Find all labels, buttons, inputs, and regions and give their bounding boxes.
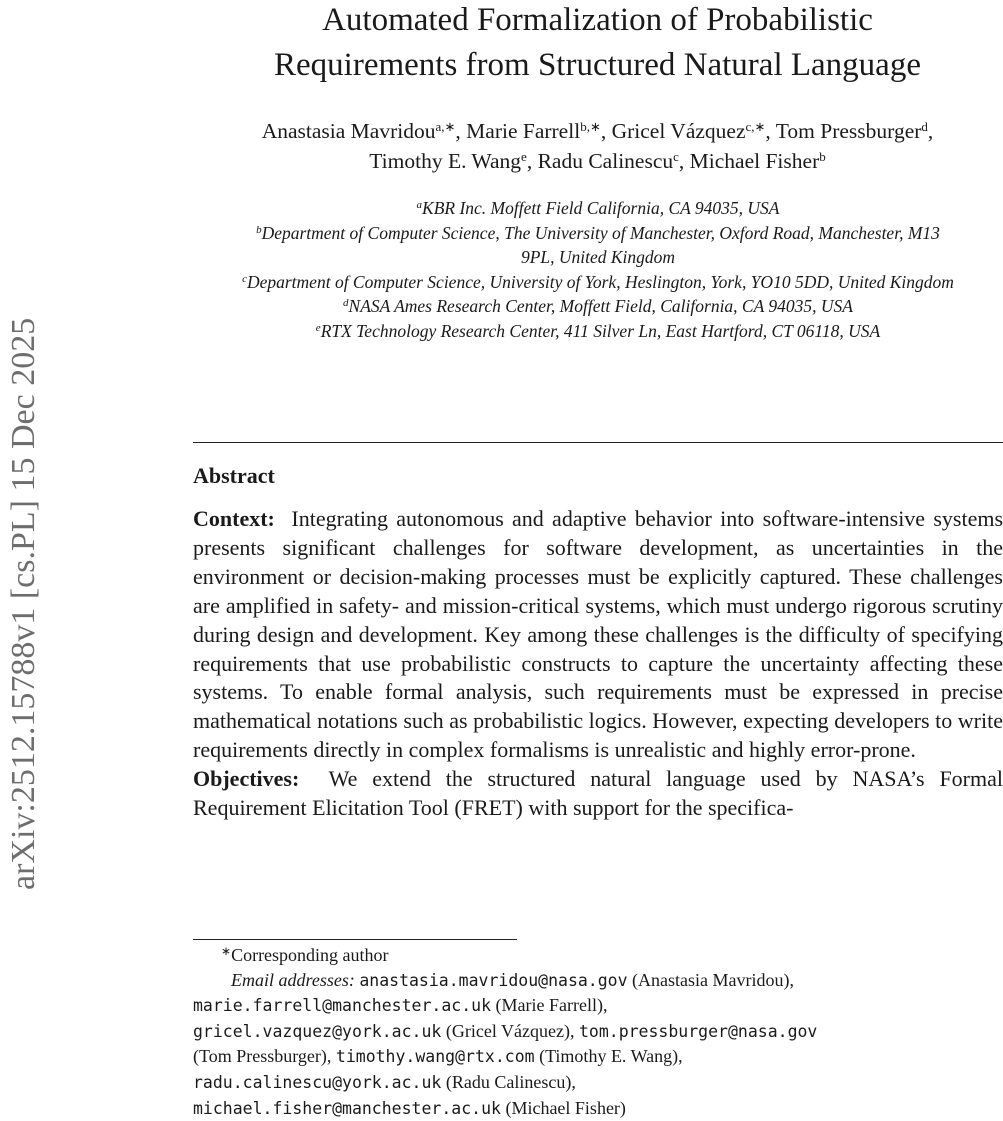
- author-list: [225, 116, 970, 176]
- corresponding-author-note: ∗Corresponding author: [221, 944, 389, 965]
- footnote-rule: [193, 939, 517, 940]
- arxiv-identifier: arXiv:2512.15788v1 [cs.PL] 15 Dec 2025: [5, 317, 42, 890]
- author: Radu Calinescu$^c$,: [537, 149, 690, 173]
- author: Michael Fisher$^b$: [689, 149, 826, 173]
- abstract-objectives: [193, 765, 1003, 823]
- email-link[interactable]: michael.fisher@manchester.ac.uk: [193, 1098, 501, 1118]
- email-label: Email addresses:: [231, 969, 355, 990]
- affiliation: $^a$KBR Inc. Moffett Field California, CA 94035, USA: [416, 198, 780, 218]
- abstract-body: [193, 505, 1003, 823]
- title-line-2: Requirements from Structured Natural Language: [274, 47, 921, 83]
- author: Marie Farrell$^{b,∗}$,: [466, 119, 612, 143]
- objectives-text: We extend the structured natural language used by NASA’s Formal Requirement Elicitation Tool (FRET) with support for the specifica-: [193, 766, 1003, 821]
- context-text: Integrating autonomous and adaptive behavior into software-intensive systems presents significant challenges for software development, as uncertainties in the environment or decision-making processes must be explicitly captured. These challenges are amplified in safety- and mission-critical systems, which must undergo rigorous scrutiny during design and development. Key among these challenges is the difficulty of specifying requirements that use probabilistic constructs to capture the uncertainty affecting these systems. To enable formal analysis, such requirements must be expressed in precise mathematical notations such as probabilistic logics. However, expecting developers to write requirements directly in complex formalisms is unrealistic and highly error-prone.: [193, 506, 1003, 763]
- email-link[interactable]: tom.pressburger@nasa.gov: [578, 1021, 818, 1041]
- footnotes: [193, 943, 998, 1121]
- author: Gricel Vázquez$^{c,∗}$,: [611, 119, 776, 143]
- context-label: Context:: [193, 506, 275, 531]
- objectives-label: Objectives:: [193, 766, 300, 792]
- author: Anastasia Mavridou$^{a,∗}$,: [261, 119, 467, 143]
- arxiv-side-stamp: [0, 200, 44, 900]
- email-link[interactable]: marie.farrell@manchester.ac.uk: [193, 996, 492, 1016]
- abstract-heading: Abstract: [193, 463, 275, 488]
- paper-title: [230, 0, 965, 88]
- email-link[interactable]: radu.calinescu@york.ac.uk: [193, 1072, 442, 1092]
- affiliation: $^d$NASA Ames Research Center, Moffett Field, California, CA 94035, USA: [343, 296, 853, 316]
- abstract-top-rule: [193, 442, 1003, 443]
- affiliation: $^e$RTX Technology Research Center, 411 Silver Ln, East Hartford, CT 06118, USA: [315, 320, 881, 341]
- email-link[interactable]: anastasia.mavridou@nasa.gov: [359, 970, 628, 990]
- title-line-1: Automated Formalization of Probabilistic: [322, 2, 873, 38]
- affiliation: $^c$Department of Computer Science, University of York, Heslington, York, YO10 5DD, United Kingdom: [242, 271, 954, 292]
- abstract-context: [193, 505, 1003, 765]
- affiliation-list: [218, 196, 978, 343]
- email-addresses-note: Email addresses: anastasia.mavridou@nasa.gov (Anastasia Mavridou), marie.farrell@manchester.ac.uk (Marie Farrell), gricel.vazquez@york.ac.uk (Gricel Vázquez), tom.pressburger@nasa.gov (Tom Pressburger), timothy.wang@rtx.com (Timothy E. Wang), radu.calinescu@york.ac.uk (Radu Calinescu), michael.fisher@manchester.ac.uk (Michael Fisher): [193, 969, 818, 1118]
- author: Tom Pressburger$^d$,: [775, 119, 934, 143]
- affiliation: $^b$Department of Computer Science, The University of Manchester, Oxford Road, Manchester, M13 9PL, United Kingdom: [256, 222, 940, 267]
- email-link[interactable]: gricel.vazquez@york.ac.uk: [193, 1021, 442, 1041]
- author: Timothy E. Wang$^e$,: [369, 149, 538, 173]
- email-link[interactable]: timothy.wang@rtx.com: [335, 1047, 535, 1067]
- arxiv-stamp-svg: [0, 200, 44, 900]
